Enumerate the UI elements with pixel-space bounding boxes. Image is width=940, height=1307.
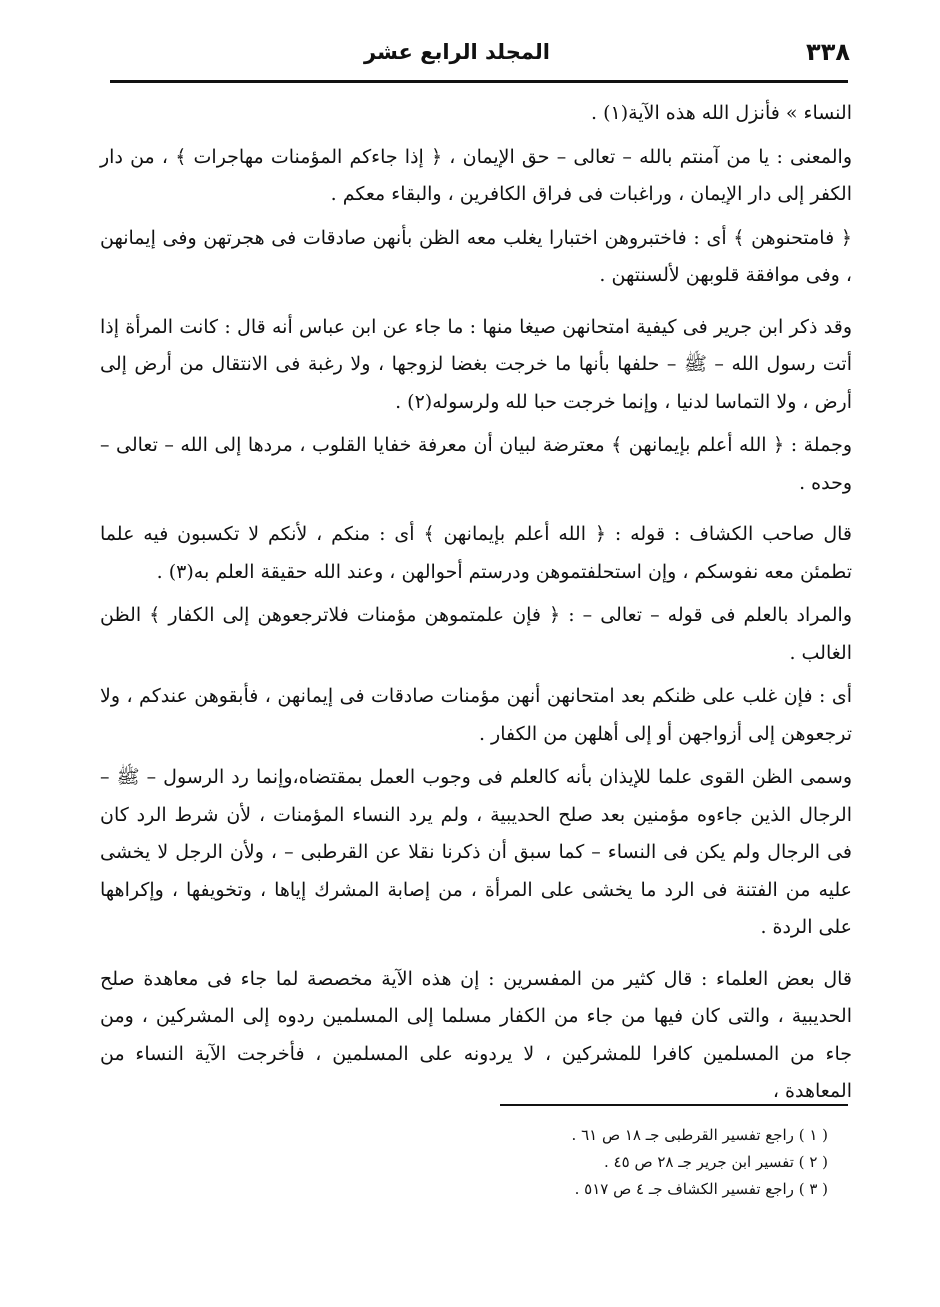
paragraph: وجملة : ﴿ الله أعلم بإيمانهن ﴾ معترضة لبيان أن معرفة خفايا القلوب ، مردها إلى الله – تعالى – وحده .	[100, 434, 852, 494]
footnote: ( ١ ) راجع تفسير القرطبى جـ ١٨ ص ٦١ .	[571, 1126, 828, 1144]
paragraph: ﴿ فامتحنوهن ﴾ أى : فاختبروهن اختبارا يغلب معه الظن بأنهن صادقات فى هجرتهن وفى إيمانهن ، وفى موافقة قلوبهن لألسنتهن .	[100, 226, 852, 286]
running-title: المجلد الرابع عشر	[364, 40, 550, 64]
header-rule	[110, 80, 848, 83]
paragraph: قال صاحب الكشاف : قوله : ﴿ الله أعلم بإيمانهن ﴾ أى : منكم ، لأنكم لا تكسبون فيه علما تطمئن معه نفوسكم ، وإن استحلفتموهن ودرستم أحوالهن ، وعند الله حقيقة العلم به(٣) .	[100, 523, 852, 583]
paragraph: أى : فإن غلب على ظنكم بعد امتحانهن أنهن مؤمنات صادقات فى إيمانهن ، فأبقوهن عندكم ، ولا ترجعوهن إلى أزواجهن أو إلى أهلهن من الكفار .	[100, 685, 852, 745]
page-header	[110, 38, 850, 78]
paragraph: النساء » فأنزل الله هذه الآية(١) .	[591, 102, 852, 124]
page-number: ٣٣٨	[806, 38, 850, 66]
paragraph: وقد ذكر ابن جرير فى كيفية امتحانهن صيغا منها : ما جاء عن ابن عباس أنه قال : كانت المرأة إذا أتت رسول الله – ﷺ – حلفها بأنها ما خرجت بغضا لزوجها ، ولا رغبة فى الانتقال من أرض إلى أرض ، ولا التماسا لدنيا ، وإنما خرجت حبا لله ولرسوله(٢) .	[100, 315, 852, 413]
paragraph: قال بعض العلماء : قال كثير من المفسرين : إن هذه الآية مخصصة لما جاء فى معاهدة صلح الحديبية ، والتى كان فيها من جاء من الكفار مسلما إلى المسلمين ردوه إلى المشركين ، ومن جاء من المسلمين كافرا للمشركين ، لا يردونه على المسلمين ، فأخرجت الآية النساء من المعاهدة ،	[100, 967, 852, 1102]
paragraph: والمراد بالعلم فى قوله – تعالى – : ﴿ فإن علمتموهن مؤمنات فلاترجعوهن إلى الكفار ﴾ الظن الغالب .	[100, 604, 852, 664]
footnotes	[428, 1122, 828, 1203]
paragraph: وسمى الظن القوى علما للإيذان بأنه كالعلم فى وجوب العمل بمقتضاه،وإنما رد الرسول – ﷺ – الرجال الذين جاءوه مؤمنين بعد صلح الحديبية ، ولم يرد النساء المؤمنات ، لأن شرط الرد كان فى الرجال ولم يكن فى النساء – كما سبق أن ذكرنا نقلا عن القرطبى – ، ولأن الرجل لا يخشى عليه من الفتنة فى الرد ما يخشى على المرأة ، من إصابة المشرك إياها ، وتخويفها ، وإكراهها على الردة .	[100, 766, 852, 938]
paragraph: والمعنى : يا من آمنتم بالله – تعالى – حق الإيمان ، ﴿ إذا جاءكم المؤمنات مهاجرات ﴾ ، من دار الكفر إلى دار الإيمان ، وراغبات فى فراق الكافرين ، والبقاء معكم .	[100, 145, 852, 205]
footnote: ( ٣ ) راجع تفسير الكشاف جـ ٤ ص ٥١٧ .	[574, 1180, 828, 1198]
footnote: ( ٢ ) تفسير ابن جرير جـ ٢٨ ص ٤٥ .	[604, 1153, 828, 1171]
footnote-rule	[500, 1104, 848, 1106]
main-text	[100, 95, 852, 1111]
